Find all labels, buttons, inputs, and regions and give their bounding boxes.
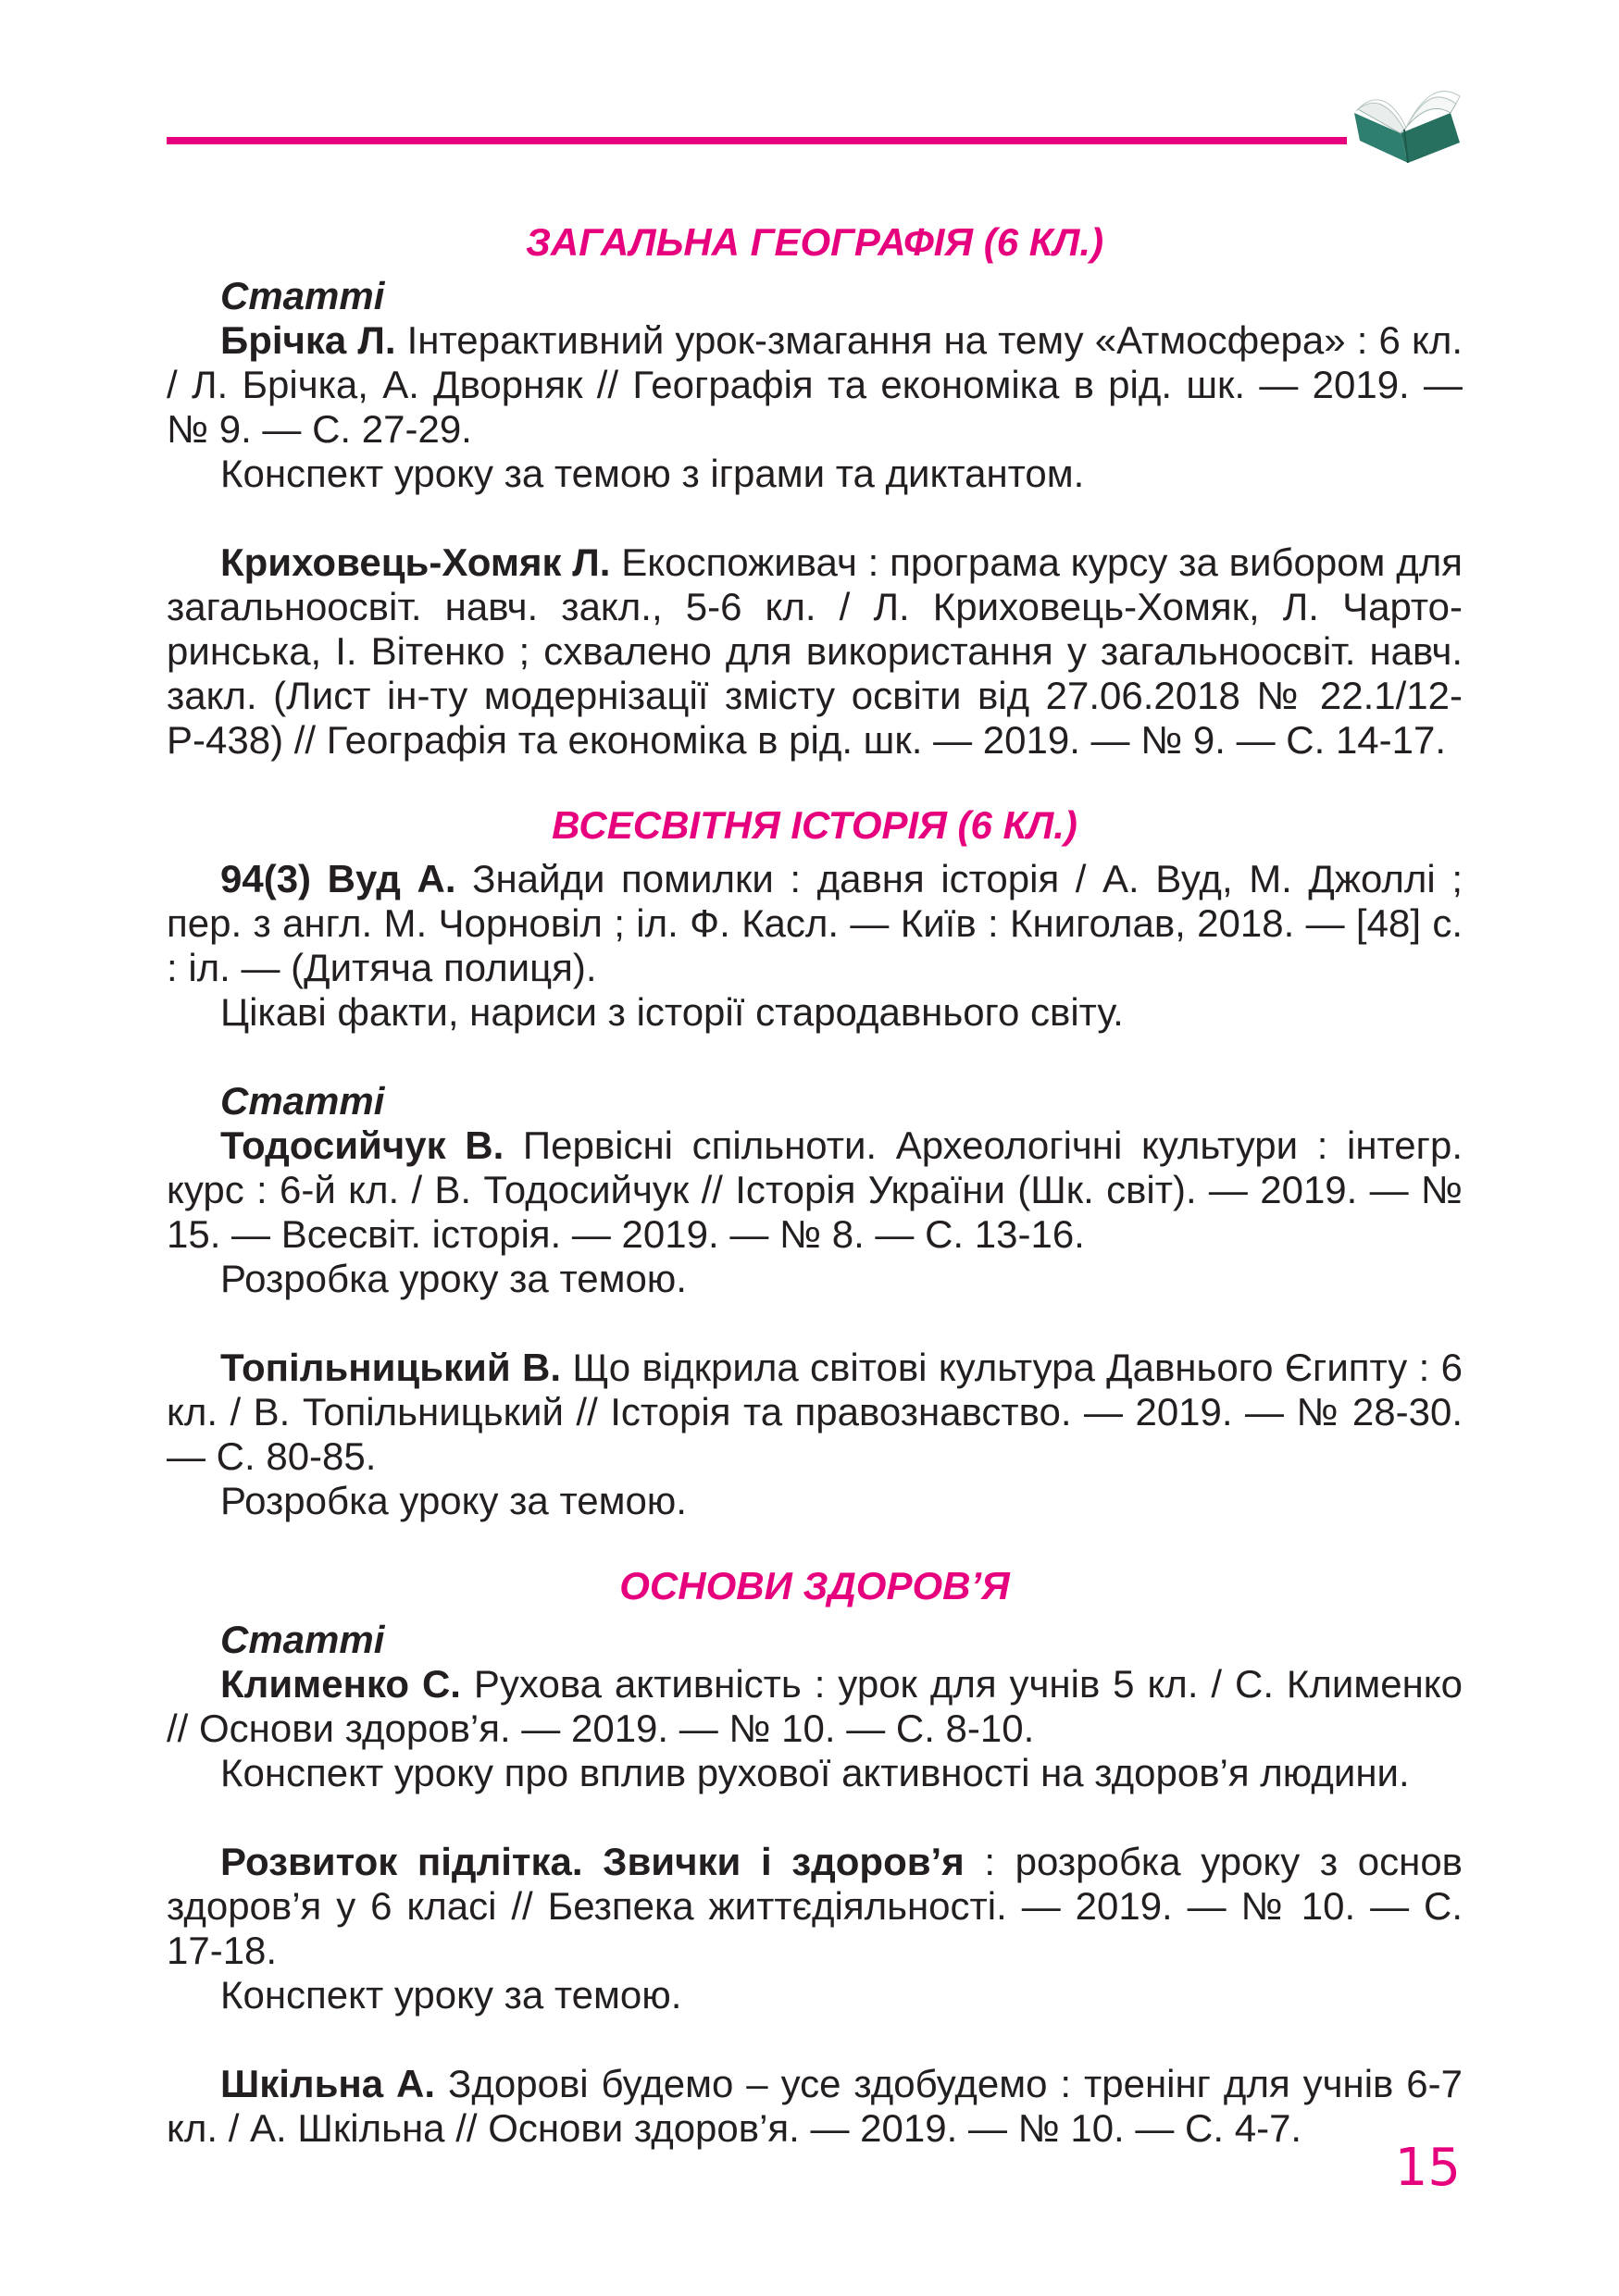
entry-annotation: Конспект уроку за темою з іграми та диктантом. <box>220 452 1085 495</box>
entry-annotation: Конспект уроку за темою. <box>220 1973 682 2017</box>
entry-author: Тодосийчук В. <box>220 1123 504 1167</box>
open-book-icon <box>1347 76 1467 168</box>
entry-text: Здорові будемо – усе здобудемо : тренінг для учнів 6-7 кл. / А. Шкільна // Основи здоров’я. — 2019. — № 10. — С. 4-7. <box>167 2062 1463 2150</box>
entry-text: Інтерактивний урок-змагання на тему «Атмосфера» : 6 кл. / Л. Брічка, А. Дворняк // Географія та економіка в рід. шк. — 2019. — № 9. — С. 27-29. <box>167 318 1463 451</box>
entry-author: Брічка Л. <box>220 318 396 362</box>
entry-annotation: Розробка уроку за темою. <box>220 1257 687 1300</box>
entry-author: Топільницький В. <box>220 1346 562 1389</box>
entry-title: Розвиток підлітка. Звички і здоров’я <box>220 1840 965 1883</box>
bib-entry <box>167 540 1463 763</box>
entry-text: Первісні спільноти. Археологічні культури : інтегр. курс : 6-й кл. / В. Тодосийчук // Історія України (Шк. світ). — 2019. — № 15. — Всесвіт. історія. — 2019. — № 8. — С. 13-16. <box>167 1123 1463 1256</box>
entry-author: Шкільна А. <box>220 2062 436 2105</box>
section-heading-health: ОСНОВИ ЗДОРОВ’Я <box>619 1564 1010 1607</box>
page-number: 15 <box>1394 2138 1461 2198</box>
header-rule <box>167 137 1347 144</box>
section-heading-history: ВСЕСВІТНЯ ІСТОРІЯ (6 КЛ.) <box>552 803 1077 847</box>
entry-author: 94(3) Вуд А. <box>220 857 456 900</box>
section-heading-geography: ЗАГАЛЬНА ГЕОГРАФІЯ (6 КЛ.) <box>525 220 1104 264</box>
entry-text: : розробка уроку з основ здоров’я у 6 класі // Безпека життєдіяльності. — 2019. — № 10. — С. 17-18. <box>167 1840 1463 1972</box>
bib-entry <box>167 857 1463 990</box>
entry-annotation: Цікаві факти, нариси з історії стародавнього світу. <box>220 990 1124 1034</box>
subheading-articles: Статті <box>220 1079 385 1123</box>
bib-entry <box>167 318 1463 452</box>
subheading-articles: Статті <box>220 274 385 317</box>
bib-entry <box>167 1840 1463 1973</box>
bib-entry <box>167 1123 1463 1257</box>
page-content <box>167 220 1463 2151</box>
bib-entry <box>167 1346 1463 1479</box>
entry-text: Рухова активність : урок для учнів 5 кл. / С. Клименко // Основи здоров’я. — 2019. — № 10. — С. 8-10. <box>167 1662 1463 1750</box>
entry-text: Знайди помилки : давня історія / А. Вуд, М. Джоллі ; пер. з англ. М. Чорновіл ; іл. Ф. Касл. — Київ : Книголав, 2018. — [48] с. : іл. — (Дитяча полиця). <box>167 857 1463 989</box>
entry-text: Що відкрила світові культура Давнього Єгипту : 6 кл. / В. Топільницький // Історія та правознавство. — 2019. — № 28-30. — С. 80-85. <box>167 1346 1463 1478</box>
bib-entry <box>167 2062 1463 2151</box>
entry-author: Клименко С. <box>220 1662 461 1706</box>
entry-text: Екоспоживач : програма курсу за вибором для загальноосвіт. навч. закл., 5-6 кл. / Л. Криховець-Хомяк, Л. Чарторинська, І. Вітенко ; схвалено для використання у загальноосвіт. навч. закл. (Лист ін-ту модернізації змісту освіти від 27.06.2018 № 22.1/12-Р-438) // Географія та економіка в рід. шк. — 2019. — № 9. — С. 14-17. <box>167 540 1463 762</box>
entry-annotation: Конспект уроку про вплив рухової активності на здоров’я людини. <box>220 1751 1410 1794</box>
bib-entry <box>167 1662 1463 1751</box>
subheading-articles: Статті <box>220 1618 385 1661</box>
entry-annotation: Розробка уроку за темою. <box>220 1479 687 1522</box>
entry-author: Криховець-Хомяк Л. <box>220 540 611 584</box>
